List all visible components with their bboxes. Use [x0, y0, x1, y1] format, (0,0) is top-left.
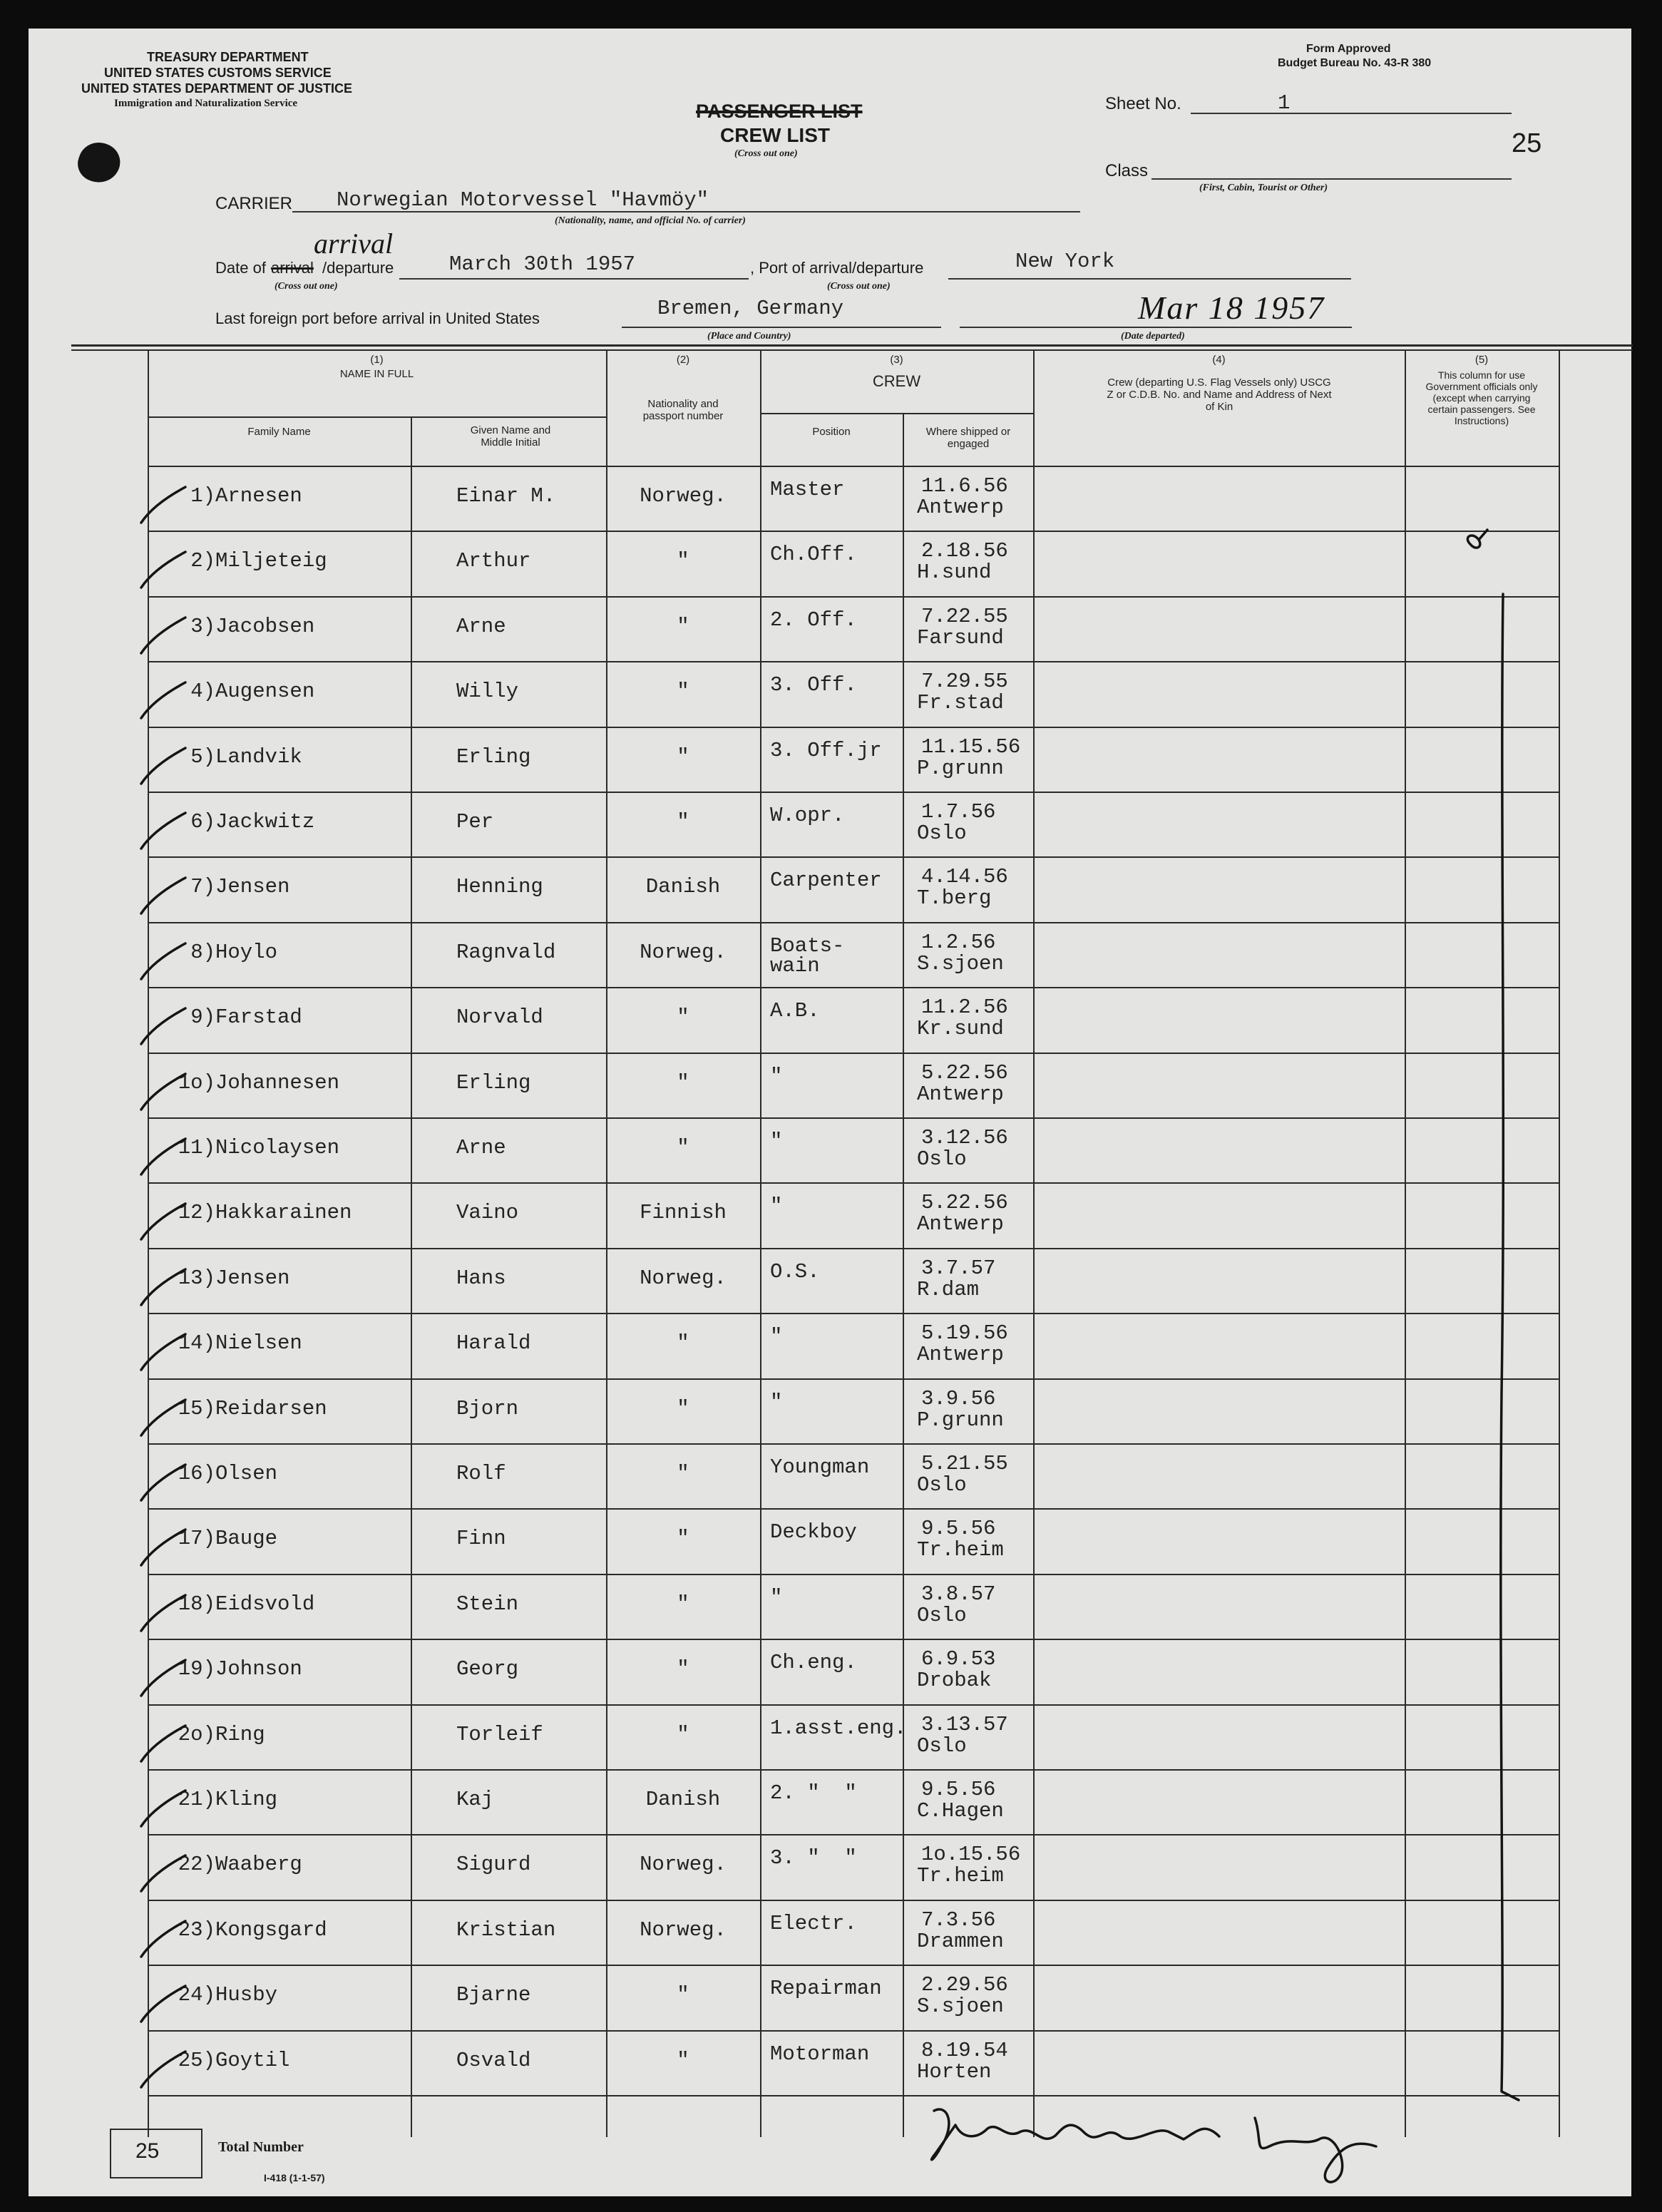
given-name: Kristian — [456, 1917, 556, 1942]
family-name: Jacobsen — [215, 614, 315, 638]
nationality: Norweg. — [640, 484, 727, 508]
engaged-date: 5.22.56 — [921, 1191, 1008, 1215]
given-name: Vaino — [456, 1201, 519, 1225]
engaged-date: 1.2.56 — [921, 930, 996, 954]
col1-title: NAME IN FULL — [339, 368, 414, 380]
col1a-family: Family Name — [247, 426, 311, 438]
check-mark — [135, 1589, 193, 1639]
check-mark — [135, 872, 193, 922]
position: Ch.Off. — [770, 543, 857, 567]
table-right-border — [1559, 351, 1560, 2137]
engaged-date: 8.19.54 — [921, 2038, 1008, 2062]
nationality: Norweg. — [640, 1266, 727, 1290]
check-mark — [135, 807, 193, 857]
passenger-list-struck: PASSENGER LIST — [696, 101, 863, 122]
check-mark — [135, 1068, 193, 1118]
head-split-crew — [760, 413, 1033, 414]
given-name: Henning — [456, 875, 543, 899]
family-name: Olsen — [215, 1462, 278, 1485]
table-col-family-given — [411, 417, 412, 2137]
engaged-date: 1o.15.56 — [921, 1843, 1021, 1867]
total-label: Total Number — [218, 2139, 304, 2155]
row-divider — [148, 1443, 1559, 1445]
last-port-note: (Place and Country) — [707, 331, 791, 342]
row-number: 11) — [178, 1136, 215, 1159]
row-number: 23) — [178, 1917, 215, 1942]
engaged-place: Fr.stad — [917, 691, 1004, 715]
given-name: Bjarne — [456, 1983, 531, 2007]
given-name: Arthur — [456, 549, 531, 573]
family-name: Jensen — [215, 875, 290, 899]
engaged-place: Oslo — [917, 1603, 967, 1627]
date-handwritten-arrival: arrival — [314, 227, 394, 260]
date-departed-note: (Date departed) — [1121, 331, 1185, 342]
row-number: 5) — [190, 744, 215, 769]
check-mark — [135, 1524, 193, 1574]
header-rule-bottom — [71, 349, 1633, 351]
engaged-place: P.grunn — [917, 756, 1004, 780]
row-divider — [148, 1508, 1559, 1510]
engaged-place: Oslo — [917, 1734, 967, 1758]
given-name: Einar M. — [456, 484, 556, 508]
row-number: 15) — [178, 1396, 215, 1420]
row-number: 25) — [178, 2048, 215, 2072]
port-value: New York — [1015, 250, 1115, 273]
given-name: Ragnvald — [456, 940, 556, 964]
nationality: " — [677, 614, 689, 638]
family-name: Bauge — [215, 1527, 278, 1551]
last-port-label: Last foreign port before arrival in United States — [215, 309, 540, 327]
col3-title: CREW — [872, 372, 921, 390]
row-divider — [148, 531, 1559, 532]
agency-line-3: UNITED STATES DEPARTMENT OF JUSTICE — [81, 81, 353, 96]
nationality: " — [677, 1722, 689, 1746]
family-name: Eidsvold — [215, 1592, 315, 1616]
engaged-place: Oslo — [917, 821, 967, 845]
form-approved: Form Approved — [1306, 43, 1391, 55]
header-rule-top — [71, 344, 1633, 347]
row-number: 1o) — [178, 1070, 215, 1095]
row-divider — [148, 1182, 1559, 1184]
row-number: 3) — [190, 614, 215, 638]
given-name: Finn — [456, 1527, 506, 1551]
engaged-date: 9.5.56 — [921, 1778, 996, 1801]
family-name: Husby — [215, 1983, 278, 2007]
nationality: Danish — [645, 1788, 721, 1811]
engaged-date: 7.29.55 — [921, 670, 1008, 694]
engaged-date: 3.9.56 — [921, 1386, 996, 1410]
given-name: Stein — [456, 1592, 519, 1616]
page-number: 25 — [1512, 128, 1542, 158]
engaged-place: Antwerp — [917, 496, 1004, 519]
engaged-date: 4.14.56 — [921, 865, 1008, 889]
position: Boats- wain — [770, 933, 845, 978]
nationality: " — [677, 549, 689, 573]
engaged-place: Farsund — [917, 625, 1004, 650]
given-name: Osvald — [456, 2048, 531, 2072]
check-mark — [135, 1850, 193, 1900]
given-name: Arne — [456, 614, 506, 638]
engaged-place: C.Hagen — [917, 1799, 1004, 1823]
col1-number: (1) — [370, 354, 384, 366]
table-col-where-kin — [1033, 351, 1035, 2137]
family-name: Nicolaysen — [215, 1136, 340, 1159]
check-mark — [135, 1394, 193, 1444]
engaged-date: 9.5.56 — [921, 1517, 996, 1541]
nationality: " — [677, 744, 689, 769]
given-name: Norvald — [456, 1005, 543, 1030]
row-divider — [148, 1313, 1559, 1314]
row-number: 16) — [178, 1462, 215, 1485]
col1b-given: Given Name and Middle Initial — [470, 424, 551, 449]
nationality: Norweg. — [640, 940, 727, 964]
row-divider — [148, 1248, 1559, 1249]
engaged-place: Antwerp — [917, 1212, 1004, 1236]
row-number: 19) — [178, 1657, 215, 1681]
row-number: 21) — [178, 1788, 215, 1811]
position: " — [770, 1325, 783, 1349]
check-mark — [135, 546, 193, 596]
row-divider — [148, 792, 1559, 793]
nationality: " — [677, 680, 689, 704]
date-value: March 30th 1957 — [449, 252, 636, 276]
sheet-underline — [1191, 113, 1512, 114]
last-port-underline — [622, 327, 941, 328]
carrier-label: CARRIER — [215, 194, 293, 213]
nationality: " — [677, 1005, 689, 1030]
engaged-date: 11.2.56 — [921, 995, 1008, 1020]
row-number: 6) — [190, 810, 215, 834]
check-mark — [135, 1003, 193, 1053]
agency-line-2: UNITED STATES CUSTOMS SERVICE — [104, 66, 332, 80]
class-label: Class — [1105, 161, 1149, 180]
position: Motorman — [770, 2042, 870, 2066]
nationality: Danish — [645, 875, 721, 899]
row-number: 12) — [178, 1201, 215, 1225]
col4-number: (4) — [1212, 354, 1226, 366]
nationality: " — [677, 1070, 689, 1095]
table-col-pos-where — [903, 414, 904, 2137]
check-mark — [135, 2046, 193, 2096]
nationality: " — [677, 1331, 689, 1356]
position: 2. Off. — [770, 608, 857, 632]
engaged-place: Drobak — [917, 1669, 992, 1693]
row-divider — [148, 1704, 1559, 1706]
given-name: Willy — [456, 680, 519, 704]
row-divider — [148, 1053, 1559, 1054]
row-divider — [148, 1900, 1559, 1901]
agency-line-1: TREASURY DEPARTMENT — [147, 50, 309, 64]
engaged-place: Antwerp — [917, 1343, 1004, 1367]
family-name: Hoylo — [215, 940, 278, 964]
engaged-place: T.berg — [917, 886, 992, 911]
check-mark — [135, 938, 193, 988]
check-mark — [135, 1328, 193, 1378]
check-mark — [135, 1720, 193, 1770]
col5-title: This column for use Government officials only (except when carrying certain passengers. See Instructions) — [1425, 369, 1538, 426]
row-number: 4) — [190, 680, 215, 704]
col3b-where: Where shipped or engaged — [925, 426, 1011, 450]
family-name: Johnson — [215, 1657, 302, 1681]
check-mark — [135, 1785, 193, 1835]
position: " — [770, 1194, 783, 1219]
given-name: Torleif — [456, 1722, 543, 1746]
engaged-date: 3.7.57 — [921, 1256, 996, 1280]
engaged-date: 11.15.56 — [921, 734, 1021, 759]
row-number: 7) — [190, 875, 215, 899]
position: Ch.eng. — [770, 1651, 857, 1675]
given-name: Erling — [456, 1070, 531, 1095]
row-number: 8) — [190, 940, 215, 964]
nationality: Finnish — [640, 1201, 727, 1225]
family-name: Jensen — [215, 1266, 290, 1290]
engaged-place: Oslo — [917, 1147, 967, 1171]
col3a-position: Position — [812, 426, 851, 438]
nationality: Norweg. — [640, 1917, 727, 1942]
date-label-suffix: /departure — [322, 259, 394, 277]
col2-number: (2) — [676, 354, 690, 366]
engaged-place: Kr.sund — [917, 1017, 1004, 1041]
position: Youngman — [770, 1455, 870, 1479]
form-number: I-418 (1-1-57) — [264, 2172, 325, 2183]
position: 1.asst.eng. — [770, 1716, 907, 1740]
given-name: Erling — [456, 744, 531, 769]
nationality: " — [677, 1396, 689, 1420]
date-underline — [399, 278, 749, 280]
carrier-value: Norwegian Motorvessel "Havmöy" — [337, 188, 709, 212]
row-divider — [148, 856, 1559, 858]
row-divider — [148, 596, 1559, 598]
position: W.opr. — [770, 804, 845, 827]
given-name: Georg — [456, 1657, 519, 1681]
position: Electr. — [770, 1911, 857, 1935]
sheet-value: 1 — [1278, 91, 1291, 115]
head-split-name — [148, 416, 606, 418]
date-cross-note: (Cross out one) — [275, 281, 338, 292]
port-underline — [948, 278, 1351, 280]
row-number: 24) — [178, 1983, 215, 2007]
nationality: " — [677, 1527, 689, 1551]
date-struck-word: arrival — [271, 259, 314, 277]
document-sheet — [29, 29, 1631, 2196]
col4-title: Crew (departing U.S. Flag Vessels only) USCG Z or C.D.B. No. and Name and Address of Next of Kin — [1107, 377, 1332, 413]
nationality: " — [677, 2048, 689, 2072]
check-mark — [135, 481, 193, 531]
row-number: 13) — [178, 1266, 215, 1290]
row-divider — [148, 1965, 1559, 1966]
position: " — [770, 1585, 783, 1609]
family-name: Johannesen — [215, 1070, 340, 1095]
row-divider — [148, 1117, 1559, 1119]
given-name: Kaj — [456, 1788, 494, 1811]
position: O.S. — [770, 1259, 820, 1284]
given-name: Arne — [456, 1136, 506, 1159]
family-name: Arnesen — [215, 484, 302, 508]
position: " — [770, 1064, 783, 1088]
given-name: Bjorn — [456, 1396, 519, 1420]
family-name: Ring — [215, 1722, 265, 1746]
position: Repairman — [770, 1977, 882, 2001]
col3-number: (3) — [890, 354, 903, 366]
position: Deckboy — [770, 1520, 857, 1545]
row-number: 22) — [178, 1853, 215, 1877]
position: 3. " " — [770, 1846, 857, 1870]
check-mark — [135, 612, 193, 662]
row-divider — [148, 1378, 1559, 1380]
row-divider — [148, 2030, 1559, 2032]
check-mark — [135, 677, 193, 727]
row-number: 18) — [178, 1592, 215, 1616]
head-bottom-rule — [148, 466, 1559, 467]
date-departed-value: Mar 18 1957 — [1138, 290, 1325, 326]
engaged-date: 3.8.57 — [921, 1582, 996, 1606]
row-number: 17) — [178, 1527, 215, 1551]
family-name: Waaberg — [215, 1853, 302, 1877]
check-mark — [135, 1198, 193, 1248]
check-mark — [135, 1133, 193, 1183]
nationality: " — [677, 1983, 689, 2007]
engaged-date: 3.13.57 — [921, 1712, 1008, 1736]
check-mark — [135, 1980, 193, 2030]
check-mark — [135, 1915, 193, 1965]
position: " — [770, 1130, 783, 1153]
master-signature — [920, 2096, 1419, 2189]
official-column-marks — [1405, 466, 1559, 2134]
family-name: Miljeteig — [215, 549, 327, 573]
engaged-place: Oslo — [917, 1473, 967, 1497]
total-value: 25 — [135, 2139, 160, 2163]
engaged-place: Horten — [917, 2059, 992, 2084]
engaged-date: 5.22.56 — [921, 1060, 1008, 1085]
position: Master — [770, 478, 845, 501]
row-divider — [148, 661, 1559, 662]
position: 3. Off.jr — [770, 738, 882, 762]
row-divider — [148, 1769, 1559, 1771]
position: Carpenter — [770, 869, 882, 893]
nationality: " — [677, 1136, 689, 1159]
class-note: (First, Cabin, Tourist or Other) — [1199, 183, 1328, 193]
engaged-date: 6.9.53 — [921, 1647, 996, 1671]
given-name: Per — [456, 810, 494, 834]
position: A.B. — [770, 999, 820, 1023]
row-divider — [148, 987, 1559, 988]
engaged-date: 2.29.56 — [921, 1973, 1008, 1997]
engaged-place: H.sund — [917, 560, 992, 585]
col5-number: (5) — [1474, 354, 1489, 366]
date-label-prefix: Date of — [215, 259, 266, 277]
given-name: Harald — [456, 1331, 531, 1356]
last-port-value: Bremen, Germany — [657, 297, 844, 320]
position: 2. " " — [770, 1781, 857, 1805]
family-name: Augensen — [215, 680, 315, 704]
check-mark — [135, 742, 193, 792]
row-number: 2) — [190, 549, 215, 573]
cross-out-note: (Cross out one) — [734, 148, 798, 159]
table-col-nat-pos — [760, 351, 761, 2137]
given-name: Rolf — [456, 1462, 506, 1485]
family-name: Kling — [215, 1788, 278, 1811]
engaged-date: 11.6.56 — [921, 474, 1008, 498]
engaged-place: Tr.heim — [917, 1864, 1004, 1888]
position: " — [770, 1390, 783, 1414]
family-name: Nielsen — [215, 1331, 302, 1356]
engaged-place: S.sjoen — [917, 1995, 1004, 2019]
engaged-date: 7.22.55 — [921, 604, 1008, 628]
row-divider — [148, 1834, 1559, 1835]
port-cross-note: (Cross out one) — [827, 281, 891, 292]
family-name: Hakkarainen — [215, 1201, 352, 1225]
nationality: " — [677, 1657, 689, 1681]
check-mark — [135, 1459, 193, 1509]
engaged-place: Tr.heim — [917, 1538, 1004, 1562]
engaged-place: Antwerp — [917, 1082, 1004, 1106]
engaged-date: 7.3.56 — [921, 1908, 996, 1932]
row-number: 2o) — [178, 1722, 215, 1746]
engaged-date: 3.12.56 — [921, 1126, 1008, 1149]
nationality: " — [677, 1462, 689, 1485]
crew-list-title: CREW LIST — [720, 124, 830, 146]
row-divider — [148, 727, 1559, 728]
engaged-place: P.grunn — [917, 1408, 1004, 1432]
row-divider — [148, 922, 1559, 923]
given-name: Sigurd — [456, 1853, 531, 1877]
carrier-note: (Nationality, name, and official No. of carrier) — [555, 215, 746, 226]
given-name: Hans — [456, 1266, 506, 1290]
family-name: Farstad — [215, 1005, 302, 1030]
row-number: 14) — [178, 1331, 215, 1356]
row-number: 9) — [190, 1005, 215, 1030]
row-divider — [148, 1574, 1559, 1575]
engaged-date: 5.19.56 — [921, 1321, 1008, 1346]
family-name: Kongsgard — [215, 1917, 327, 1942]
family-name: Reidarsen — [215, 1396, 327, 1420]
row-divider — [148, 1639, 1559, 1640]
engaged-date: 1.7.56 — [921, 800, 996, 824]
nationality: " — [677, 810, 689, 834]
agency-line-4: Immigration and Naturalization Service — [114, 98, 298, 109]
nationality: Norweg. — [640, 1853, 727, 1877]
date-departed-underline — [960, 327, 1352, 328]
family-name: Jackwitz — [215, 810, 315, 834]
engaged-date: 5.21.55 — [921, 1452, 1008, 1475]
engaged-place: S.sjoen — [917, 951, 1004, 976]
nationality: " — [677, 1592, 689, 1616]
port-label: , Port of arrival/departure — [750, 259, 924, 277]
check-mark — [135, 1264, 193, 1314]
class-underline — [1151, 178, 1512, 180]
ink-blot — [73, 137, 125, 188]
sheet-label: Sheet No. — [1105, 94, 1181, 113]
family-name: Landvik — [215, 744, 302, 769]
engaged-place: Drammen — [917, 1929, 1004, 1953]
family-name: Goytil — [215, 2048, 290, 2072]
position: 3. Off. — [770, 673, 857, 697]
budget-bureau: Budget Bureau No. 43-R 380 — [1278, 57, 1432, 69]
row-number: 1) — [190, 484, 215, 508]
check-mark — [135, 1654, 193, 1704]
engaged-place: R.dam — [917, 1277, 980, 1301]
engaged-date: 2.18.56 — [921, 539, 1008, 563]
col2-title: Nationality and passport number — [642, 398, 724, 422]
